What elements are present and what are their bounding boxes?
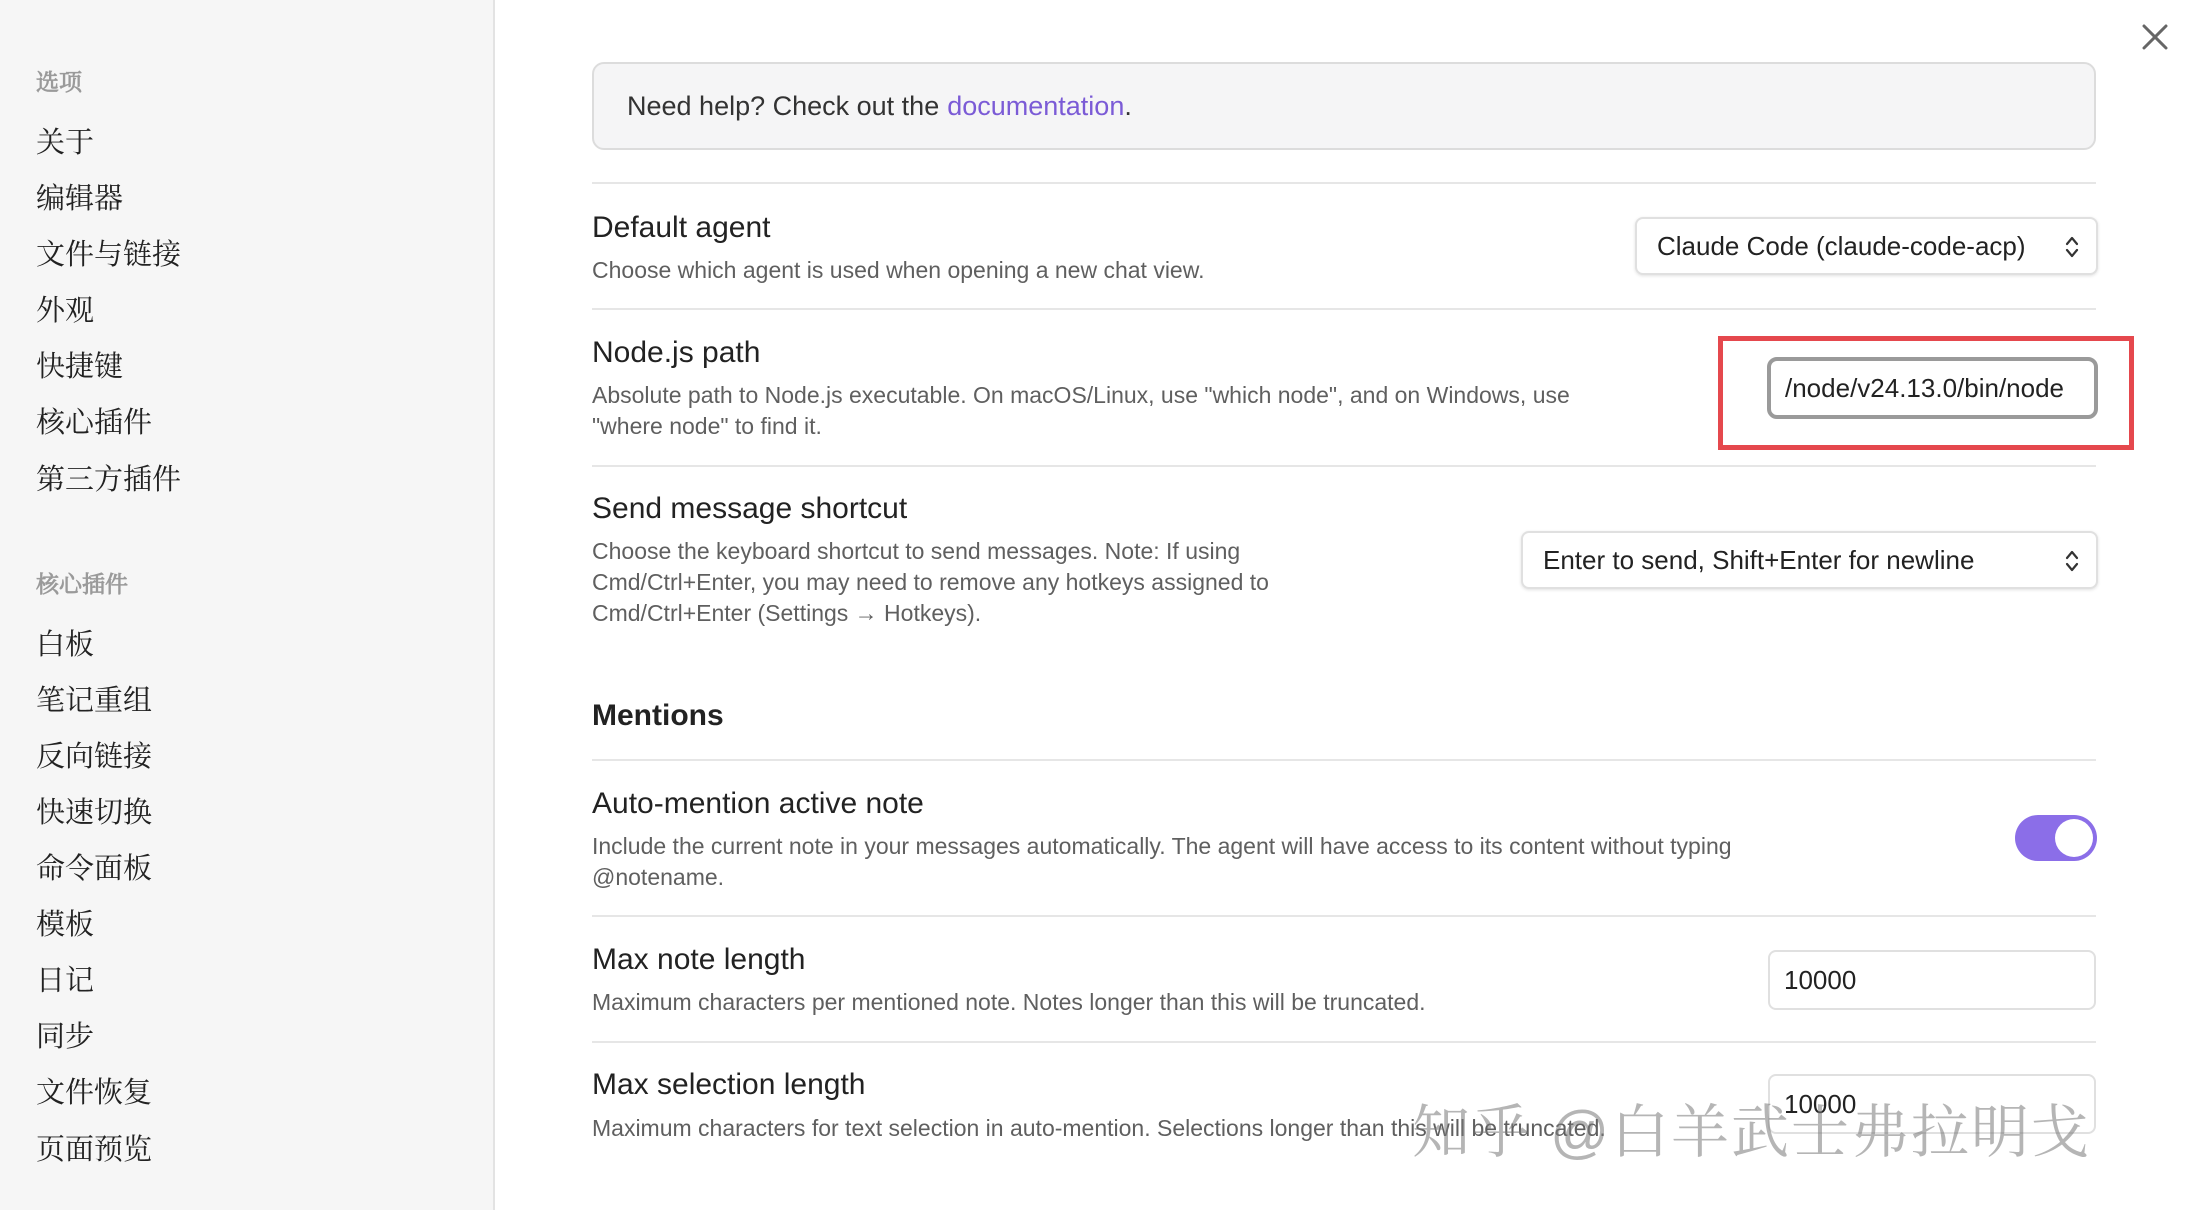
auto-mention-desc-line1: Include the current note in your messages automatically. The agent will have access to its content without typing — [592, 833, 1732, 859]
divider — [592, 759, 2096, 761]
sidebar-item-editor[interactable]: 编辑器 — [36, 183, 124, 215]
default-agent-select[interactable] — [1635, 217, 2098, 275]
default-agent-title: Default agent — [592, 211, 771, 244]
auto-mention-title: Auto-mention active note — [592, 787, 924, 820]
sidebar-item-sync[interactable]: 同步 — [36, 1021, 95, 1053]
sidebar-item-quick-switcher[interactable]: 快速切换 — [36, 797, 153, 829]
watermark: 知乎 @白羊武士弗拉明戈 — [1412, 1100, 2091, 1165]
close-icon — [2138, 20, 2172, 54]
default-agent-value: Claude Code (claude-code-acp) — [1657, 230, 2026, 261]
sidebar-heading-core-plugins: 核心插件 — [36, 571, 128, 597]
toggle-knob — [2055, 819, 2093, 857]
auto-mention-toggle[interactable] — [2015, 815, 2097, 861]
send-shortcut-value: Enter to send, Shift+Enter for newline — [1543, 544, 1975, 575]
help-callout — [592, 62, 2096, 150]
sidebar-item-canvas[interactable]: 白板 — [36, 629, 95, 661]
send-shortcut-desc — [592, 536, 1269, 629]
close-button[interactable] — [2138, 20, 2172, 54]
max-selection-title: Max selection length — [592, 1068, 866, 1101]
max-note-desc: Maximum characters per mentioned note. Notes longer than this will be truncated. — [592, 989, 1426, 1015]
sidebar-item-backlinks[interactable]: 反向链接 — [36, 741, 153, 773]
documentation-link[interactable]: documentation — [947, 90, 1125, 121]
send-shortcut-desc-line3: Cmd/Ctrl+Enter (Settings → Hotkeys). — [592, 600, 982, 626]
sidebar-item-templates[interactable]: 模板 — [36, 909, 95, 941]
auto-mention-desc-line2: @notename. — [592, 864, 725, 890]
help-suffix: . — [1124, 90, 1132, 121]
max-note-input[interactable] — [1768, 950, 2096, 1010]
send-shortcut-title: Send message shortcut — [592, 492, 908, 525]
sidebar-item-hotkeys[interactable]: 快捷键 — [36, 351, 124, 383]
divider — [592, 1041, 2096, 1043]
node-path-title: Node.js path — [592, 336, 761, 369]
send-shortcut-desc-line1: Choose the keyboard shortcut to send messages. Note: If using — [592, 538, 1241, 564]
divider — [592, 465, 2096, 467]
sidebar-item-appearance[interactable]: 外观 — [36, 295, 95, 327]
sidebar-item-note-composer[interactable]: 笔记重组 — [36, 685, 153, 717]
sidebar-item-core-plugins[interactable]: 核心插件 — [36, 407, 153, 439]
node-path-desc-line1: Absolute path to Node.js executable. On macOS/Linux, use "which node", and on Windows, use — [592, 382, 1570, 408]
node-path-desc — [592, 380, 1570, 442]
chevron-updown-icon — [2064, 233, 2080, 261]
sidebar-item-command-palette[interactable]: 命令面板 — [36, 853, 153, 885]
sidebar-item-community-plugins[interactable]: 第三方插件 — [36, 464, 182, 496]
sidebar-item-page-preview[interactable]: 页面预览 — [36, 1134, 153, 1166]
auto-mention-desc — [592, 831, 1732, 893]
default-agent-desc: Choose which agent is used when opening a new chat view. — [592, 257, 1205, 283]
send-shortcut-desc-line2: Cmd/Ctrl+Enter, you may need to remove any hotkeys assigned to — [592, 569, 1269, 595]
mentions-heading: Mentions — [592, 699, 724, 732]
node-path-desc-line2: "where node" to find it. — [592, 413, 822, 439]
divider — [592, 308, 2096, 310]
chevron-updown-icon — [2064, 547, 2080, 575]
send-shortcut-select[interactable] — [1521, 531, 2098, 589]
sidebar-heading-options: 选项 — [36, 69, 82, 95]
divider — [592, 915, 2096, 917]
sidebar-item-files-links[interactable]: 文件与链接 — [36, 239, 182, 271]
sidebar-item-about[interactable]: 关于 — [36, 127, 95, 159]
help-text: Need help? Check out the — [627, 90, 940, 121]
sidebar-item-daily-notes[interactable]: 日记 — [36, 965, 95, 997]
max-selection-desc: Maximum characters for text selection in auto-mention. Selections longer than this will be truncated. — [592, 1115, 1606, 1141]
divider — [592, 182, 2096, 184]
settings-sidebar — [0, 0, 495, 1210]
sidebar-item-file-recovery[interactable]: 文件恢复 — [36, 1077, 153, 1109]
max-selection-input[interactable] — [1768, 1074, 2096, 1134]
highlight-box — [1718, 336, 2134, 450]
max-note-title: Max note length — [592, 943, 806, 976]
